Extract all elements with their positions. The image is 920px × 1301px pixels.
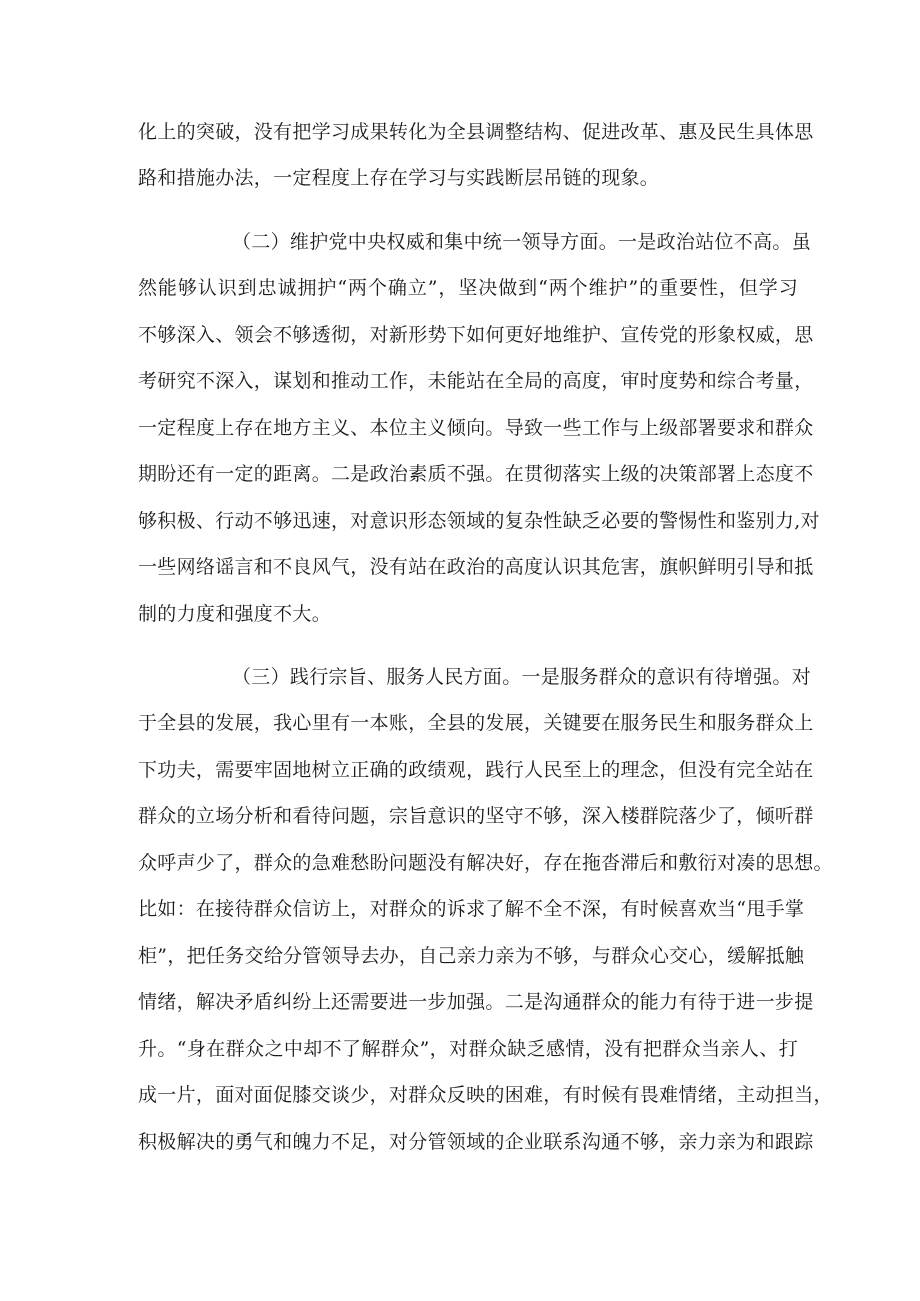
paragraph-2-line-4: 考研究不深入，谋划和推动工作，未能站在全局的高度，审时度势和综合考量， bbox=[138, 370, 814, 392]
paragraph-1-line-1: 化上的突破，没有把学习成果转化为全县调整结构、促进改革、惠及民生具体思 bbox=[138, 121, 814, 143]
paragraph-3-line-8: 情绪，解决矛盾纠纷上还需要进一步加强。二是沟通群众的能力有待于进一步提 bbox=[138, 991, 814, 1013]
paragraph-2-line-3: 不够深入、领会不够透彻，对新形势下如何更好地维护、宣传党的形象权威，思 bbox=[138, 324, 814, 346]
paragraph-2-line-9: 制的力度和强度不大。 bbox=[138, 603, 332, 625]
paragraph-3-line-7: 柜”，把任务交给分管领导去办，自己亲力亲为不够，与群众心交心，缓解抵触 bbox=[138, 945, 805, 967]
paragraph-3-line-4: 群众的立场分析和看待问题，宗旨意识的坚守不够，深入楼群院落少了，倾听群 bbox=[138, 805, 814, 827]
paragraph-3-line-10: 成一片，面对面促膝交谈少，对群众反映的困难，有时候有畏难情绪，主动担当， bbox=[138, 1084, 833, 1106]
paragraph-2-line-8: 一些网络谣言和不良风气，没有站在政治的高度认识其危害，旗帜鲜明引导和抵 bbox=[138, 556, 814, 578]
paragraph-2-line-7: 够积极、行动不够迅速，对意识形态领域的复杂性缺乏必要的警惕性和鉴别力,对 bbox=[138, 510, 820, 532]
paragraph-3-line-3: 下功夫，需要牢固地树立正确的政绩观，践行人民至上的理念，但没有完全站在 bbox=[138, 759, 814, 781]
paragraph-2-line-2: 然能够认识到忠诚拥护“两个确立”，坚决做到“两个维护”的重要性，但学习 bbox=[138, 277, 798, 299]
paragraph-1-line-2: 路和措施办法，一定程度上存在学习与实践断层吊链的现象。 bbox=[138, 167, 660, 189]
paragraph-3-line-6: 比如：在接待群众信访上，对群众的诉求了解不全不深，有时候喜欢当“甩手掌 bbox=[138, 898, 805, 920]
paragraph-3-line-9: 升。“身在群众之中却不了解群众”，对群众缺乏感情，没有把群众当亲人、打 bbox=[138, 1038, 798, 1060]
paragraph-3-line-11: 积极解决的勇气和魄力不足，对分管领域的企业联系沟通不够，亲力亲为和跟踪 bbox=[138, 1131, 814, 1153]
paragraph-2-line-1: （二）维护党中央权威和集中统一领导方面。一是政治站位不高。虽 bbox=[232, 231, 812, 253]
paragraph-2-line-5: 一定程度上存在地方主义、本位主义倾向。导致一些工作与上级部署要求和群众 bbox=[138, 417, 814, 439]
paragraph-3-line-5: 众呼声少了，群众的急难愁盼问题没有解决好，存在拖沓滞后和敷衍对凑的思想。 bbox=[138, 852, 833, 874]
paragraph-2-line-6: 期盼还有一定的距离。二是政治素质不强。在贯彻落实上级的决策部署上态度不 bbox=[138, 463, 814, 485]
paragraph-3-line-2: 于全县的发展，我心里有一本账，全县的发展，关键要在服务民生和服务群众上 bbox=[138, 712, 814, 734]
paragraph-3-line-1: （三）践行宗旨、服务人民方面。一是服务群众的意识有待增强。对 bbox=[232, 666, 812, 688]
